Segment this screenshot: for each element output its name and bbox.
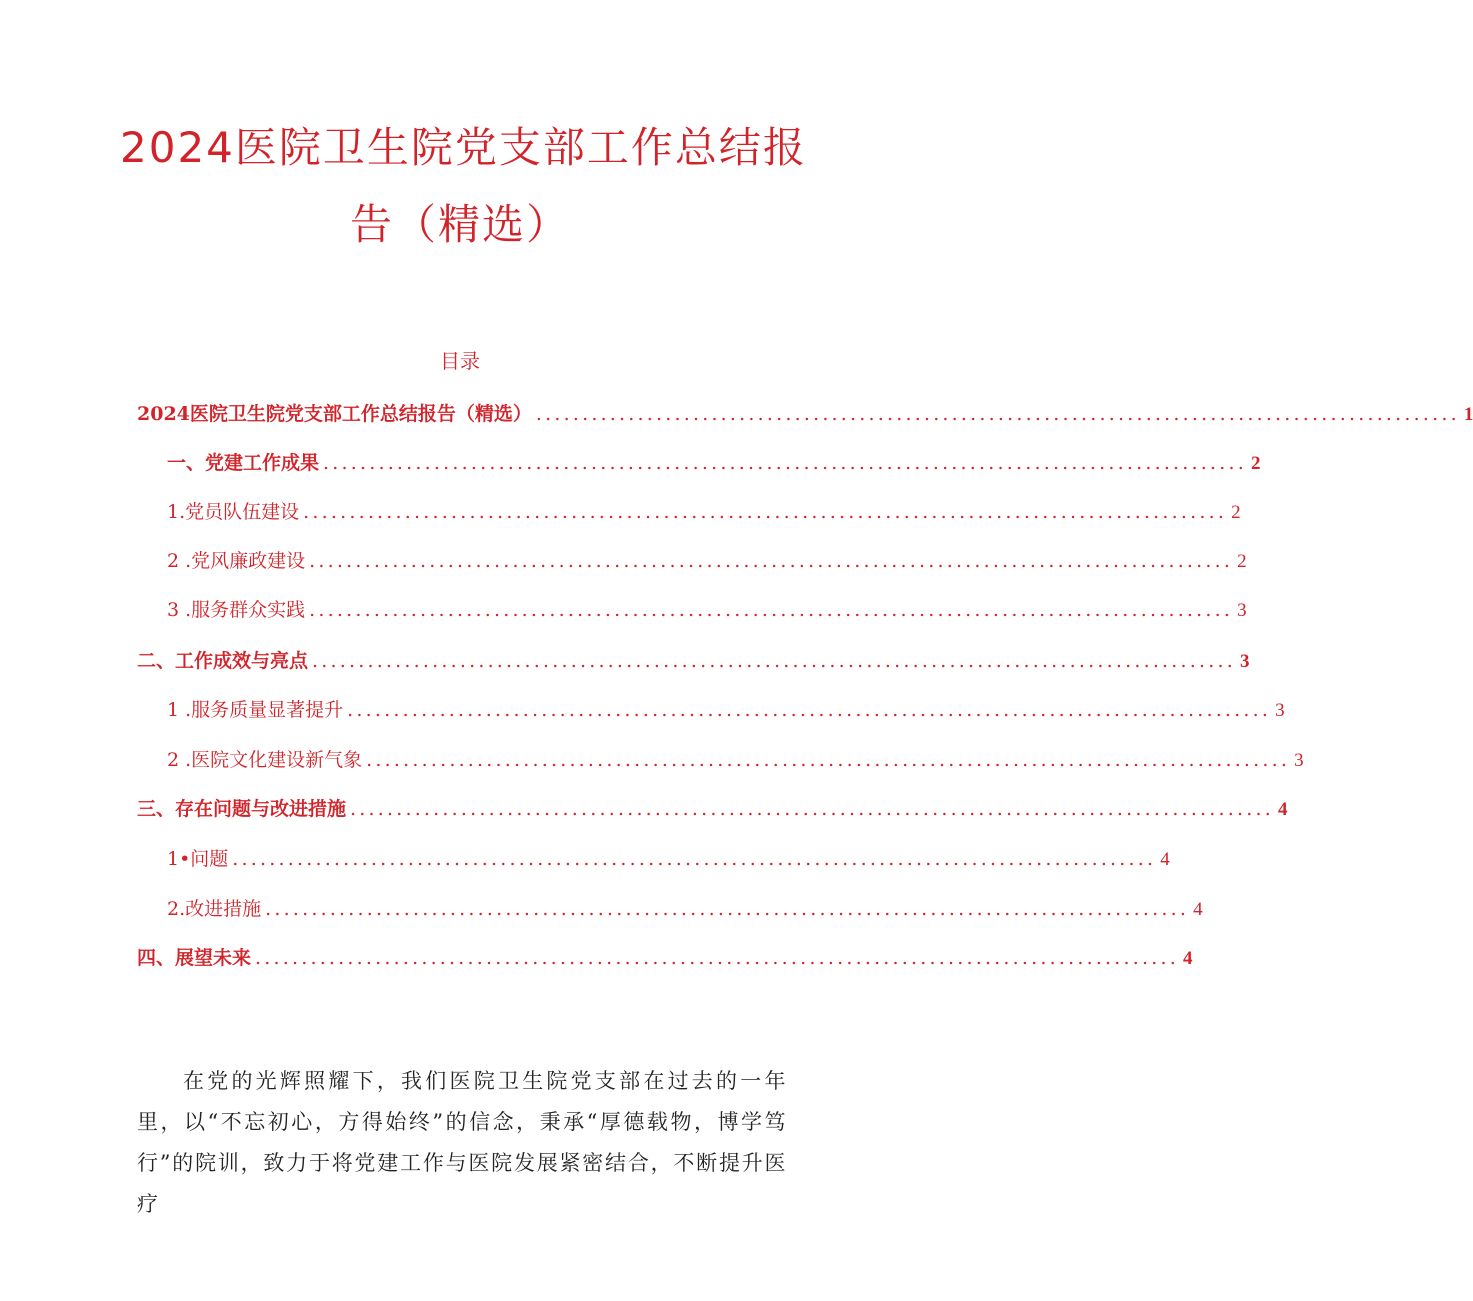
toc-entry[interactable]	[167, 690, 1285, 721]
toc-entry-label: 3 .服务群众实践	[167, 599, 306, 621]
toc-entry[interactable]	[137, 394, 1473, 425]
toc-entry-page: 4	[1182, 948, 1193, 969]
toc-leader-dots: ....................................................................................................	[347, 699, 1272, 721]
toc-entry-page: 3	[1275, 700, 1285, 721]
toc-entry-page: 4	[1160, 849, 1170, 870]
document-title-line-1: 2024医院卫生院党支部工作总结报	[120, 123, 807, 172]
toc-entry-label: 1 .服务质量显著提升	[167, 699, 344, 721]
toc-entry-label: 三、存在问题与改进措施	[137, 798, 347, 820]
toc-entry-page: 3	[1294, 750, 1304, 771]
toc-entry-label: 2 .医院文化建设新气象	[167, 749, 363, 771]
toc-entry[interactable]	[167, 492, 1241, 523]
toc-entry-label: 1.党员队伍建设	[167, 501, 300, 523]
toc-entry-page: 4	[1277, 799, 1288, 820]
toc-entry-page: 1	[1463, 404, 1473, 425]
toc-entry-page: 4	[1193, 899, 1203, 920]
toc-leader-dots: ....................................................................................................	[323, 452, 1247, 474]
toc-entry-label: 一、党建工作成果	[167, 452, 320, 474]
toc-heading: 目录	[440, 349, 480, 373]
toc-entry-label: 1•问题	[167, 848, 229, 870]
toc-entry[interactable]	[167, 889, 1203, 920]
toc-leader-dots: ....................................................................................................	[303, 501, 1228, 523]
toc-entry[interactable]	[167, 443, 1261, 474]
toc-entry[interactable]	[137, 641, 1250, 672]
toc-entry-page: 2	[1250, 453, 1261, 474]
toc-leader-dots: ....................................................................................................	[265, 898, 1190, 920]
document-title-line-2: 告（精选）	[349, 200, 570, 249]
toc-entry[interactable]	[137, 789, 1288, 820]
toc-leader-dots: ....................................................................................................	[232, 848, 1157, 870]
toc-entry-label: 2.改进措施	[167, 898, 262, 920]
toc-entry[interactable]	[137, 938, 1193, 969]
toc-leader-dots: ....................................................................................................	[535, 403, 1460, 425]
toc-entry-page: 2	[1237, 551, 1247, 572]
toc-leader-dots: ....................................................................................................	[309, 550, 1234, 572]
toc-entry-label: 二、工作成效与亮点	[137, 650, 309, 672]
toc-entry[interactable]	[167, 740, 1304, 771]
toc-leader-dots: ....................................................................................................	[255, 947, 1179, 969]
toc-entry-label: 2024医院卫生院党支部工作总结报告（精选）	[137, 403, 532, 425]
toc-entry-page: 3	[1237, 600, 1247, 621]
toc-entry-page: 2	[1231, 502, 1241, 523]
toc-leader-dots: ....................................................................................................	[350, 798, 1274, 820]
toc-entry[interactable]	[167, 541, 1247, 572]
toc-leader-dots: ....................................................................................................	[309, 599, 1234, 621]
toc-entry[interactable]	[167, 590, 1247, 621]
toc-entry-page: 3	[1239, 651, 1250, 672]
toc-leader-dots: ....................................................................................................	[312, 650, 1236, 672]
toc-entry[interactable]	[167, 839, 1170, 870]
body-paragraph: 在党的光辉照耀下，我们医院卫生院党支部在过去的一年里，以“不忘初心，方得始终”的信念，秉承“厚德载物，博学笃行”的院训，致力于将党建工作与医院发展紧密结合，不断提升医疗	[137, 1069, 787, 1216]
toc-entry-label: 四、展望未来	[137, 947, 252, 969]
toc-leader-dots: ....................................................................................................	[366, 749, 1291, 771]
toc-entry-label: 2 .党风廉政建设	[167, 550, 306, 572]
